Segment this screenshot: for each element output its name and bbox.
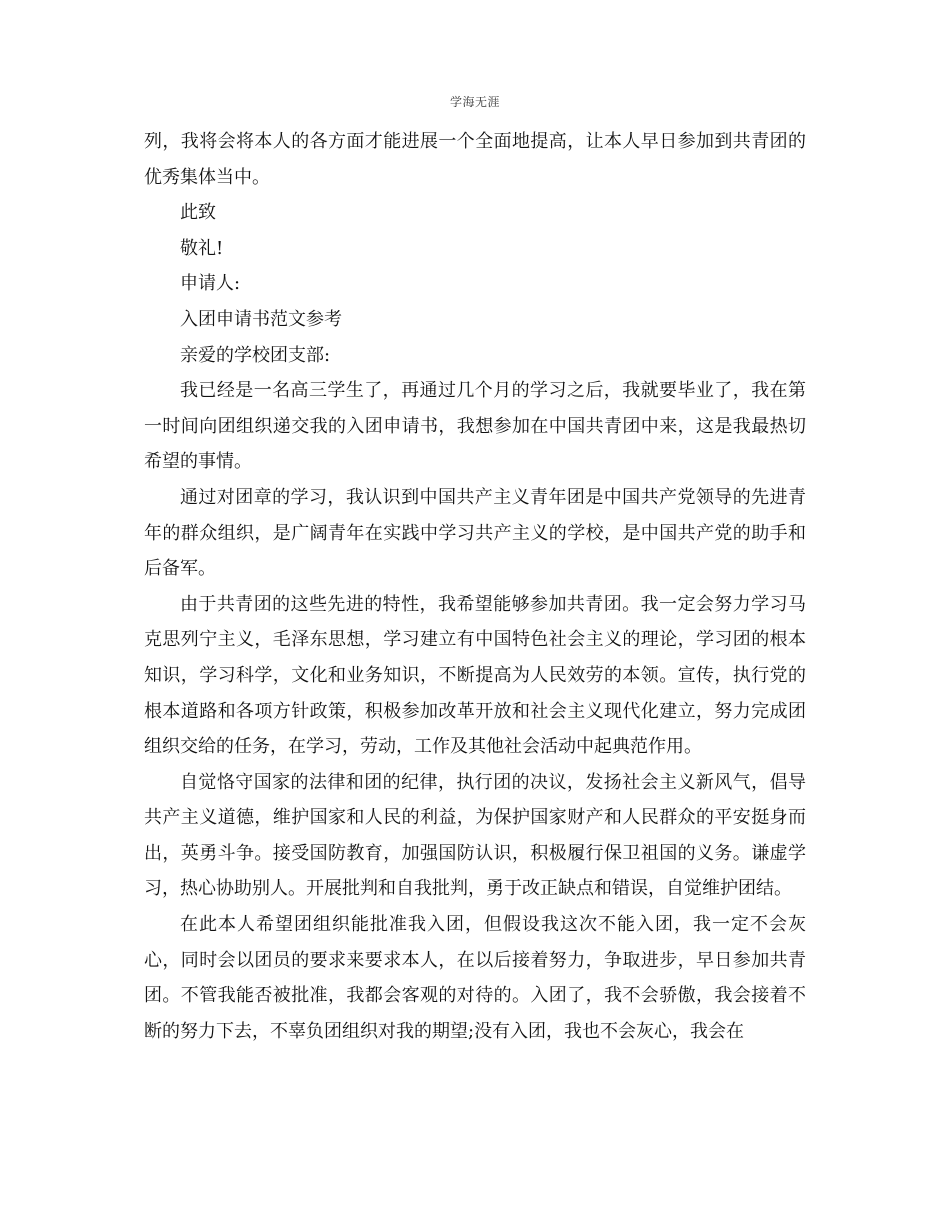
page-header: 学海无涯 — [449, 95, 500, 109]
paragraph: 亲爱的学校团支部: — [180, 344, 331, 366]
paragraph: 由于共青团的这些先进的特性，我希望能够参加共青团。我一定会努力学习马克思列宁主义，毛泽东思想，学习建立有中国特色社会主义的理论，学习团的根本知识，学习科学，文化和业务知识，不断提高为人民效劳的本领。宣传，执行党的根本道路和各项方针政策，积极参加改革开放和社会主义现代化建立，努力完成团组织交给的任务，在学习，劳动，工作及其他社会活动中起典范作用。 — [144, 593, 806, 758]
paragraph: 敬礼! — [180, 237, 224, 259]
paragraph: 此致 — [180, 202, 216, 224]
paragraph: 在此本人希望团组织能批准我入团，但假设我这次不能入团，我一定不会灰心，同时会以团员的要求来要求本人，在以后接着努力，争取进步，早日参加共青团。不管我能否被批准，我都会客观的对待的。入团了，我不会骄傲，我会接着不断的努力下去，不辜负团组织对我的期望;没有入团，我也不会灰心，我会在 — [144, 914, 806, 1042]
paragraph: 自觉恪守国家的法律和团的纪律，执行团的决议，发扬社会主义新风气，倡导共产主义道德，维护国家和人民的利益，为保护国家财产和人民群众的平安挺身而出，英勇斗争。接受国防教育，加强国防认识，积极履行保卫祖国的义务。谦虚学习，热心协助别人。开展批判和自我批判，勇于改正缺点和错误，自觉维护团结。 — [144, 771, 806, 900]
paragraph: 通过对团章的学习，我认识到中国共产主义青年团是中国共产党领导的先进青年的群众组织，是广阔青年在实践中学习共产主义的学校，是中国共产党的助手和后备军。 — [144, 486, 806, 580]
paragraph: 我已经是一名高三学生了，再通过几个月的学习之后，我就要毕业了，我在第一时间向团组织递交我的入团申请书，我想参加在中国共青团中来，这是我最热切希望的事情。 — [144, 380, 806, 473]
paragraph: 申请人: — [180, 273, 241, 295]
document-body — [144, 124, 806, 1049]
paragraph: 列，我将会将本人的各方面才能进展一个全面地提高，让本人早日参加到共青团的优秀集体当中。 — [144, 131, 806, 188]
paragraph: 入团申请书范文参考 — [180, 308, 342, 330]
